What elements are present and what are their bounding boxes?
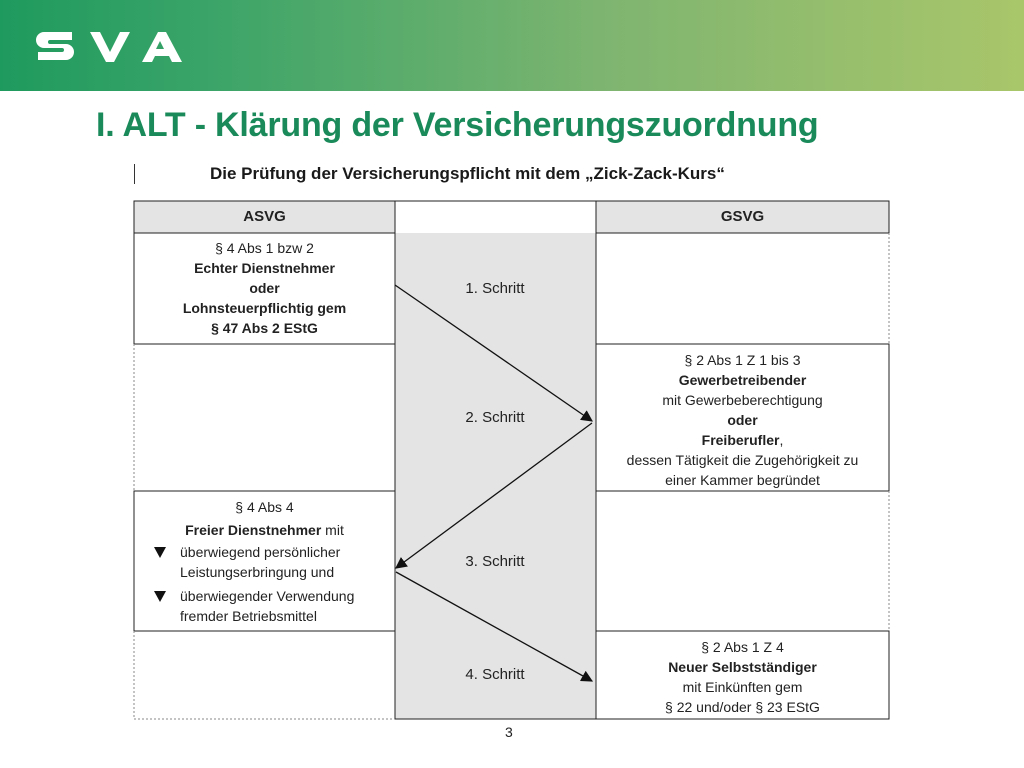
triangle-bullet-icon (154, 547, 166, 558)
asvg-3-line1-bold: Freier Dienstnehmer (185, 522, 322, 538)
gsvg-4-line1: Neuer Selbstständiger (668, 659, 817, 675)
gsvg-2-line3: oder (727, 412, 758, 428)
asvg-3-list-item-2 (134, 586, 395, 626)
gsvg-2-line4 (596, 430, 889, 450)
asvg-3-list-item-1 (134, 542, 395, 582)
gsvg-2-line2: mit Gewerbeberechtigung (662, 392, 823, 408)
step-label-1: 1. Schritt (465, 280, 525, 297)
step-label-3: 3. Schritt (465, 553, 525, 570)
gsvg-cell-neuer-selbststaendiger (596, 637, 889, 717)
gsvg-cell-gewerbetreibender (596, 350, 889, 490)
gsvg-2-line6: einer Kammer begründet (665, 472, 820, 488)
triangle-bullet-icon (154, 591, 166, 602)
asvg-3-item1-text (180, 542, 340, 582)
asvg-1-line2: oder (249, 280, 280, 296)
asvg-1-ref: § 4 Abs 1 bzw 2 (215, 240, 314, 256)
gsvg-2-ref: § 2 Abs 1 Z 1 bis 3 (684, 352, 801, 368)
page-number: 3 (505, 724, 513, 740)
gsvg-2-line5: dessen Tätigkeit die Zugehörigkeit zu (626, 452, 859, 468)
gsvg-2-line4-bold: Freiberufler (701, 432, 780, 448)
gsvg-column-header: GSVG (720, 208, 765, 225)
asvg-3-line1-suffix: mit (321, 522, 344, 538)
asvg-column-header: ASVG (243, 208, 286, 225)
asvg-3-line1 (134, 520, 395, 540)
asvg-1-line1: Echter Dienstnehmer (194, 260, 335, 276)
asvg-3-item2-text (180, 586, 354, 626)
gsvg-4-line2: mit Einkünften gem (682, 679, 803, 695)
gsvg-2-line1: Gewerbetreibender (678, 372, 807, 388)
asvg-1-line4: § 47 Abs 2 EStG (211, 320, 318, 336)
asvg-cell-dienstnehmer (134, 238, 395, 338)
step-label-2: 2. Schritt (465, 409, 525, 426)
step-label-4: 4. Schritt (465, 666, 525, 683)
gsvg-4-ref: § 2 Abs 1 Z 4 (701, 639, 784, 655)
asvg-cell-freier-dienstnehmer (134, 497, 395, 626)
gsvg-4-line3: § 22 und/oder § 23 EStG (665, 699, 820, 715)
asvg-3-item2-a: überwiegender Verwendung (180, 588, 355, 604)
page-title: I. ALT - Klärung der Versicherungszuordnung (96, 106, 819, 144)
asvg-3-item1-b: Leistungserbringung und (180, 564, 335, 580)
asvg-3-ref: § 4 Abs 4 (235, 499, 294, 515)
diagram-subtitle: Die Prüfung der Versicherungspflicht mit dem „Zick-Zack-Kurs“ (210, 164, 725, 183)
gsvg-2-line4-suffix: , (779, 432, 784, 448)
asvg-3-item1-a: überwiegend persönlicher (180, 544, 341, 560)
asvg-3-item2-b: fremder Betriebsmittel (180, 608, 317, 624)
asvg-1-line3: Lohnsteuerpflichtig gem (182, 300, 347, 316)
